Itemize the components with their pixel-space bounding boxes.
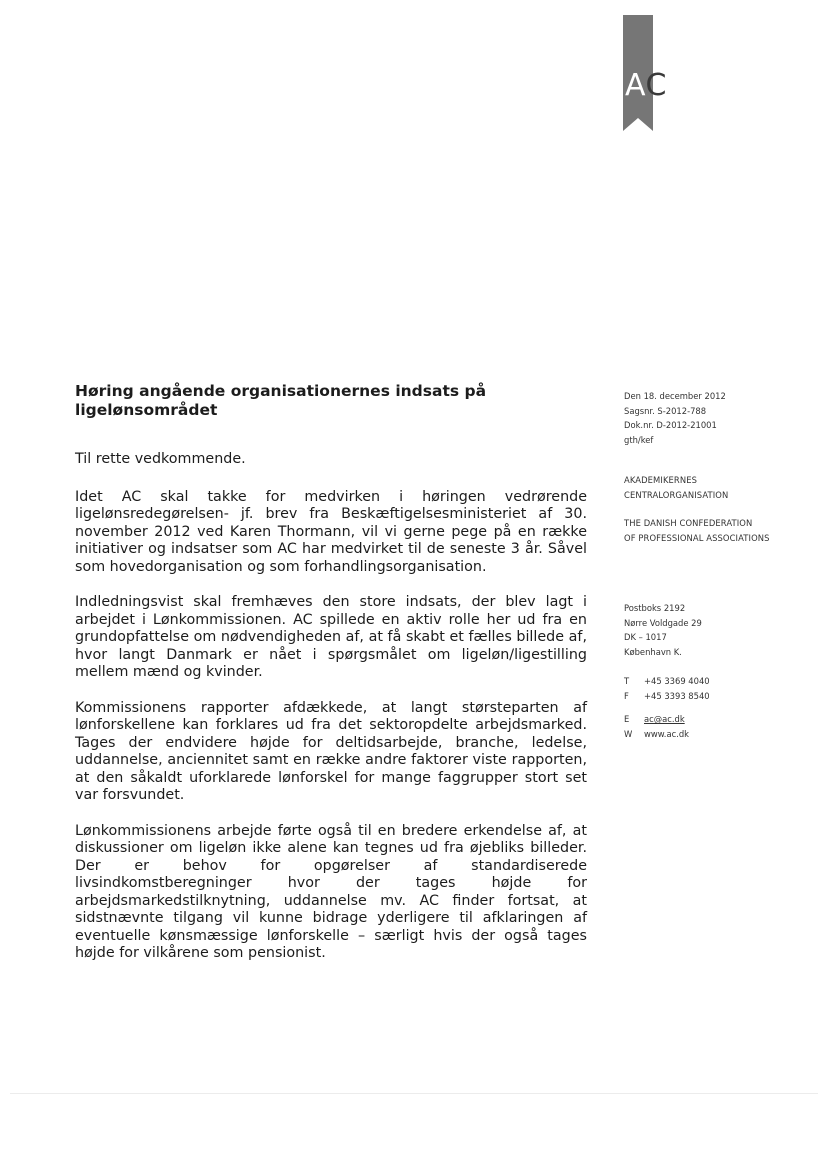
address-line-3: DK – 1017 bbox=[624, 632, 667, 642]
logo-letter-c: C bbox=[645, 68, 668, 103]
greeting: Til rette vedkommende. bbox=[75, 451, 246, 467]
document-number: Dok.nr. D-2012-21001 bbox=[624, 420, 717, 430]
paragraph-3: Kommissionens rapporter afdækkede, at langt størsteparten af lønforskellene kan forklares ud fra det sektoropdelte arbejdsmarked. Tages der endvidere højde for deltidsarbejde, branche, ledelse, uddannelse, anciennitet samt en række andre faktorer viste rapporten, at den såkaldt uforklarede lønforskel for mange faggrupper stort set var forsvundet. bbox=[75, 699, 587, 803]
email-link[interactable]: ac@ac.dk bbox=[644, 714, 685, 724]
web-label: W bbox=[624, 728, 633, 739]
address-line-2: Nørre Voldgade 29 bbox=[624, 617, 702, 628]
letter-body bbox=[75, 451, 587, 981]
footer-divider bbox=[10, 1093, 818, 1094]
postal-address bbox=[624, 601, 824, 659]
organisation-name-english bbox=[624, 516, 824, 545]
address-line-1: Postboks 2192 bbox=[624, 603, 686, 613]
initials: gth/kef bbox=[624, 434, 654, 445]
phone-label: T bbox=[624, 676, 630, 686]
paragraph-4: Lønkommissionens arbejde førte også til en bredere erkendelse af, at diskussioner om ligeløn ikke alene kan tegnes ud fra øjebliks billeder. Der er behov for opgørelser af standardiserede livsindkomstberegninger hvor der tages højde for arbejdsmarkedstilknytning, uddannelse mv. AC finder fortsat, at sidstnævnte tilgang vil kunne bidrage yderligere til afklaringen af eventuelle kønsmæssige lønforskelle – særligt hvis der også tages højde for vilkårene som pensionist. bbox=[75, 822, 587, 961]
fax-number: +45 3393 8540 bbox=[644, 690, 710, 701]
organisation-name-danish bbox=[624, 473, 824, 502]
org-name-da-line-1: AKADEMIKERNES bbox=[624, 475, 698, 485]
reference-info bbox=[624, 389, 824, 447]
document-heading: Høring angående organisationernes indsats på ligelønsområdet bbox=[75, 382, 487, 419]
case-number: Sagsnr. S-2012-788 bbox=[624, 405, 707, 416]
fax-label: F bbox=[624, 690, 629, 701]
phone-number: +45 3369 4040 bbox=[644, 676, 710, 686]
web-row bbox=[624, 727, 824, 742]
org-name-da-line-2: CENTRALORGANISATION bbox=[624, 489, 729, 500]
email-row bbox=[624, 712, 824, 727]
org-name-en-line-1: THE DANISH CONFEDERATION bbox=[624, 518, 753, 528]
address-line-4: København K. bbox=[624, 646, 682, 657]
email-label: E bbox=[624, 714, 630, 724]
date: Den 18. december 2012 bbox=[624, 391, 726, 401]
fax-row bbox=[624, 689, 824, 704]
logo-letter-a: A bbox=[625, 68, 647, 103]
paragraph-2: Indledningsvist skal fremhæves den store indsats, der blev lagt i arbejdet i Lønkommissionen. AC spillede en aktiv rolle her ud fra en grundopfattelse om nødvendigheden af, at få skabt et fælles billede af, hvor langt Danmark er nået i spørgsmålet om ligeløn/ligestilling mellem mænd og kvinder. bbox=[75, 594, 587, 680]
paragraph-1: Idet AC skal takke for medvirken i høringen vedrørende ligelønsredegørelsen- jf. brev fra Beskæftigelsesministeriet af 30. november 2012 ved Karen Thormann, vil vi gerne pege på en række initiativer og indsatser som AC har medvirket til de seneste 3 år. Såvel som hovedorganisation og som forhandlingsorganisation. bbox=[75, 488, 587, 575]
phone-fax bbox=[624, 674, 824, 703]
phone-row bbox=[624, 674, 824, 689]
web-link[interactable]: www.ac.dk bbox=[644, 728, 690, 739]
org-name-en-line-2: OF PROFESSIONAL ASSOCIATIONS bbox=[624, 532, 770, 543]
ac-logo bbox=[625, 66, 667, 106]
email-web bbox=[624, 712, 824, 741]
